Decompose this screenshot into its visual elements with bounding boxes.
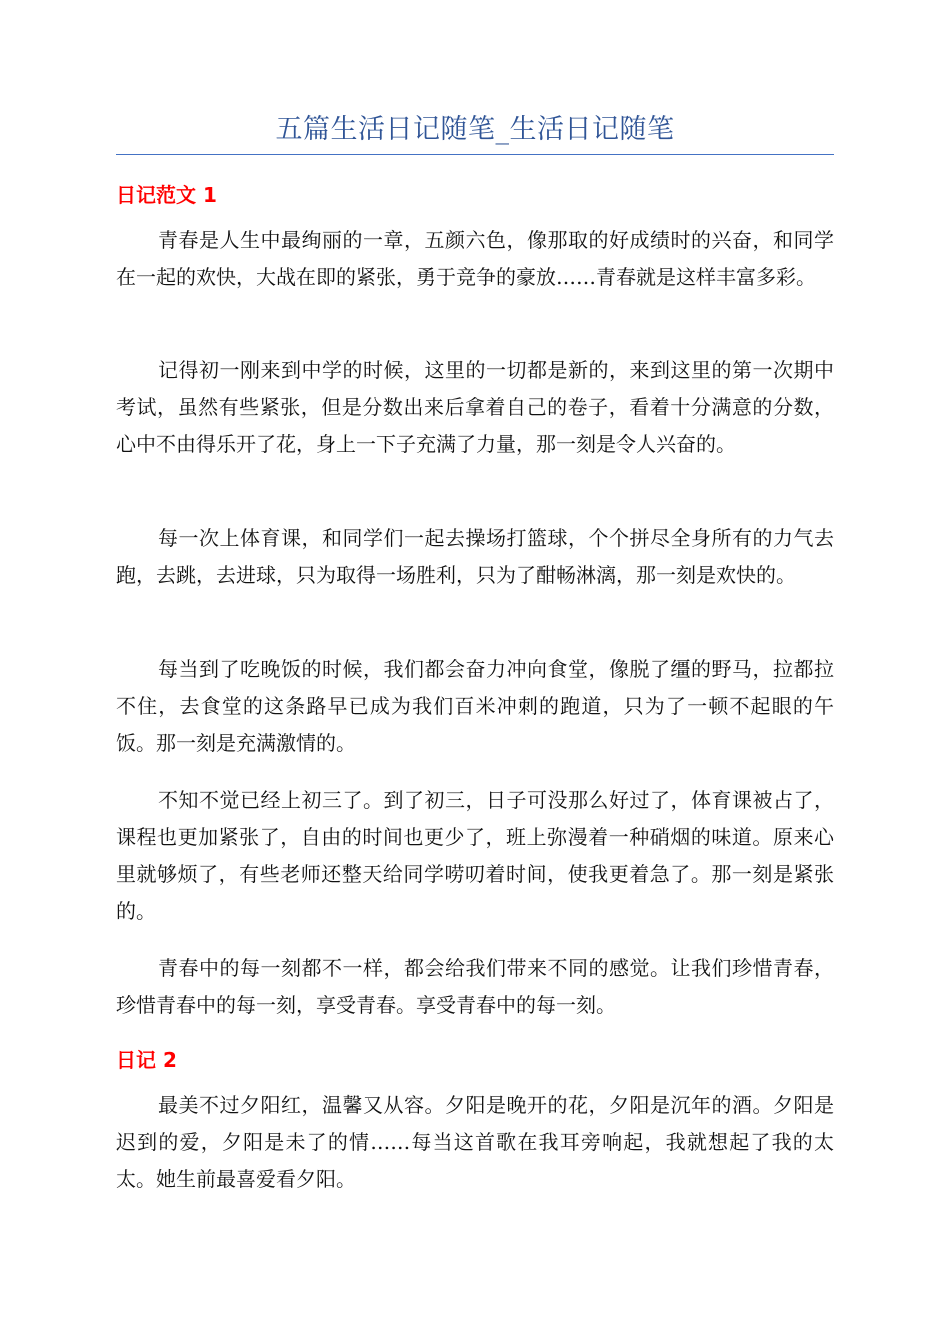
paragraph: 记得初一刚来到中学的时候，这里的一切都是新的，来到这里的第一次期中考试，虽然有些紧张，但是分数出来后拿着自己的卷子，看着十分满意的分数，心中不由得乐开了花，身上一下子充满了力量，那一刻是令人兴奋的。 — [116, 358, 834, 456]
paragraph: 每一次上体育课，和同学们一起去操场打篮球，个个拼尽全身所有的力气去跑，去跳，去进球，只为取得一场胜利，只为了酣畅淋漓，那一刻是欢快的。 — [116, 526, 834, 587]
paragraph: 青春是人生中最绚丽的一章，五颜六色，像那取的好成绩时的兴奋，和同学在一起的欢快，大战在即的紧张，勇于竞争的豪放……青春就是这样丰富多彩。 — [116, 228, 834, 289]
section-heading-1: 日记范文 1 — [116, 183, 217, 207]
paragraph: 不知不觉已经上初三了。到了初三，日子可没那么好过了，体育课被占了，课程也更加紧张了，自由的时间也更少了，班上弥漫着一种硝烟的味道。原来心里就够烦了，有些老师还整天给同学唠叨着时间，使我更着急了。那一刻是紧张的。 — [116, 788, 834, 923]
paragraph: 最美不过夕阳红，温馨又从容。夕阳是晚开的花，夕阳是沉年的酒。夕阳是迟到的爱，夕阳是未了的情……每当这首歌在我耳旁响起，我就想起了我的太太。她生前最喜爱看夕阳。 — [116, 1093, 834, 1191]
paragraph: 青春中的每一刻都不一样，都会给我们带来不同的感觉。让我们珍惜青春，珍惜青春中的每一刻，享受青春。享受青春中的每一刻。 — [116, 956, 834, 1017]
section-heading-2: 日记 2 — [116, 1048, 177, 1072]
title-underline-rule — [116, 154, 834, 155]
document-title: 五篇生活日记随笔_生活日记随笔 — [275, 114, 675, 145]
paragraph: 每当到了吃晚饭的时候，我们都会奋力冲向食堂，像脱了缰的野马，拉都拉不住，去食堂的这条路早已成为我们百米冲刺的跑道，只为了一顿不起眼的午饭。那一刻是充满激情的。 — [116, 657, 834, 755]
